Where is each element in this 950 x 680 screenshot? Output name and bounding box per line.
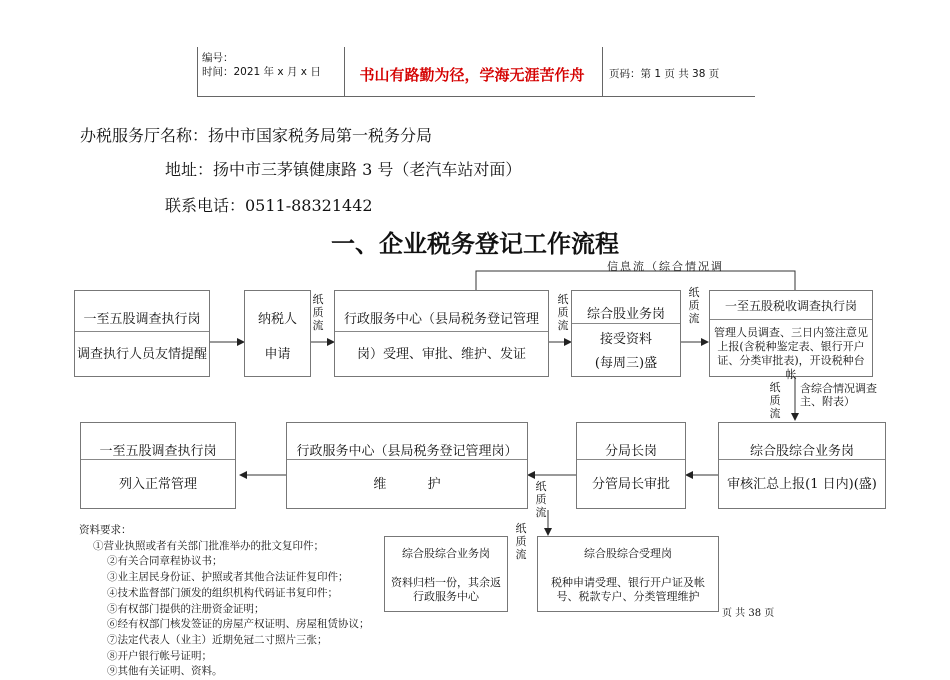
box-comprehensive-summary-report: 综合股综合业务岗 审核汇总上报(1 日内)(盛) xyxy=(718,422,886,509)
box-tax-investigation-execution: 一至五股税收调查执行岗 管理人员调查、三日内签注意见上报(含税种鉴定表、银行开户证、分类审批表)，开设税种台帐 xyxy=(709,290,873,377)
paper-flow-label-1: 纸质流 xyxy=(312,293,324,332)
paper-flow-label-5: 纸质流 xyxy=(535,480,547,519)
office-address: 地址：扬中市三茅镇健康路 3 号（老汽车站对面） xyxy=(165,160,522,179)
box-admin-service-center-accept: 行政服务中心（县局税务登记管理 岗）受理、审批、维护、发证 xyxy=(334,290,549,377)
list-item: ⑧开户银行帐号证明； xyxy=(107,649,212,662)
box-comprehensive-business-receive: 综合股业务岗 接受资料 (每周三)盛 xyxy=(571,290,681,377)
list-item: ⑨其他有关证明、资料。 xyxy=(107,665,223,678)
box-comprehensive-acceptance: 综合股综合受理岗 税种申请受理、银行开户证及帐号、税款专户、分类管理维护 xyxy=(537,536,719,612)
requirements-list xyxy=(79,523,370,680)
number-label: 编号： xyxy=(202,52,234,64)
info-flow-line xyxy=(476,271,795,290)
list-item: ①营业执照或者有关部门批准举办的批文复印件； xyxy=(93,539,324,552)
section-title: 一、企业税务登记工作流程 xyxy=(331,230,619,258)
header-motto: 书山有路勤为径，学海无涯苦作舟 xyxy=(359,66,585,84)
box-admin-service-center-maintain: 行政服务中心（县局税务登记管理岗） 维 护 xyxy=(286,422,528,509)
paper-flow-label-4: 纸质流 xyxy=(769,381,781,420)
report-annotation: 含综合情况调查主、附表） xyxy=(800,382,877,408)
list-item: ⑦法定代表人（业主）近期免冠二寸照片三张； xyxy=(107,633,328,646)
box-normal-management: 一至五股调查执行岗 列入正常管理 xyxy=(80,422,236,509)
office-phone: 联系电话：0511-88321442 xyxy=(165,196,373,215)
list-item: ⑥经有权部门核发签证的房屋产权证明、房屋租赁协议； xyxy=(107,618,370,631)
paper-flow-label-3: 纸质流 xyxy=(688,286,700,325)
office-name: 办税服务厅名称：扬中市国家税务局第一税务分局 xyxy=(80,126,433,145)
page-number: 页码：第 1 页 共 38 页 xyxy=(609,68,720,80)
time-label: 时间：2021 年 x 月 x 日 xyxy=(202,66,321,78)
info-flow-label: 信息流（综合情况调 xyxy=(607,260,724,273)
list-item: ②有关合同章程协议书； xyxy=(107,555,223,568)
list-item: ④技术监督部门颁发的组织机构代码证书复印件； xyxy=(107,586,338,599)
footer-page-count: 页 共 38 页 xyxy=(722,608,775,619)
requirements-heading: 资料要求： xyxy=(79,524,132,536)
list-item: ⑤有权部门提供的注册资金证明； xyxy=(107,602,265,615)
list-item: ③业主居民身份证、护照或者其他合法证件复印件； xyxy=(107,571,349,584)
box-branch-chief-approval: 分局长岗 分管局长审批 xyxy=(576,422,686,509)
paper-flow-label-2: 纸质流 xyxy=(557,293,569,332)
box-taxpayer-application: 纳税人 申请 xyxy=(244,290,311,377)
box-investigation-reminder: 一至五股调查执行岗 调查执行人员友情提醒 xyxy=(74,290,210,377)
paper-flow-label-6: 纸质流 xyxy=(515,522,527,561)
box-archive-return: 综合股综合业务岗 资料归档一份，其余返行政服务中心 xyxy=(384,536,508,612)
